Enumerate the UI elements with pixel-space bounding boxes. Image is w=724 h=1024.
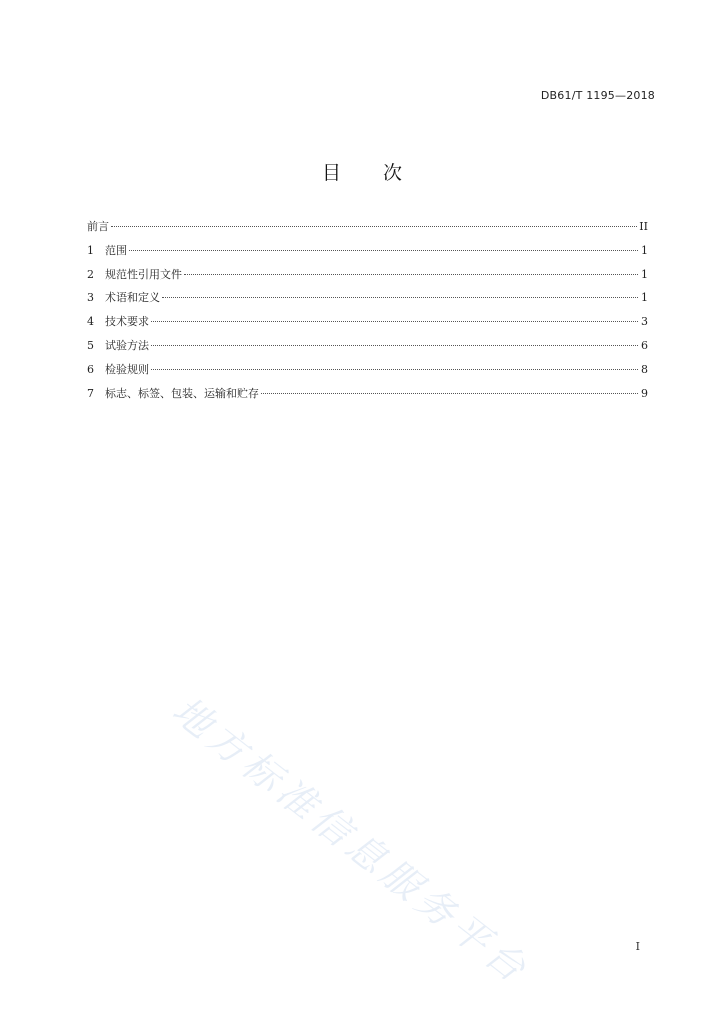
toc-entry-number: 1 — [87, 243, 94, 257]
toc-entry-label: 标志、标签、包装、运输和贮存 — [105, 386, 259, 400]
toc-entry-1[interactable] — [87, 241, 648, 265]
document-code: DB61/T 1195—2018 — [540, 89, 655, 102]
toc-entry-label: 试验方法 — [105, 338, 149, 352]
toc-entry-label: 前言 — [87, 220, 109, 233]
watermark: 地方标准信息服务平台 — [164, 687, 539, 994]
toc-entry-7[interactable] — [87, 384, 648, 408]
toc-entry-5[interactable] — [87, 336, 648, 360]
toc-leader-dots — [151, 369, 638, 370]
toc-entry-page: 9 — [641, 386, 648, 400]
toc-entry-preface[interactable] — [87, 217, 648, 241]
toc-entry-4[interactable] — [87, 312, 648, 336]
toc-entry-3[interactable] — [87, 288, 648, 312]
toc-entry-label: 范围 — [105, 243, 127, 257]
toc-entry-page: 8 — [641, 362, 648, 376]
toc-entry-label: 术语和定义 — [105, 291, 160, 305]
toc-leader-dots — [261, 393, 638, 394]
toc-entry-page: 3 — [641, 315, 648, 329]
toc-entry-page: 1 — [641, 267, 648, 281]
toc-entry-number: 3 — [87, 291, 94, 305]
toc-entry-number: 6 — [87, 362, 94, 376]
page-number: I — [635, 940, 640, 953]
toc-entry-number: 5 — [87, 338, 94, 352]
title-char-1: 目 — [321, 162, 341, 184]
toc-leader-dots — [162, 297, 638, 298]
toc-leader-dots — [129, 250, 638, 251]
toc-leader-dots — [151, 321, 638, 322]
toc-entry-number: 7 — [87, 386, 94, 400]
toc-entry-2[interactable] — [87, 265, 648, 289]
toc-entry-number: 4 — [87, 315, 94, 329]
toc-entry-label: 检验规则 — [105, 362, 149, 376]
toc-entry-page: 1 — [641, 291, 648, 305]
table-of-contents — [87, 217, 648, 407]
toc-entry-number: 2 — [87, 267, 94, 281]
toc-leader-dots — [184, 274, 638, 275]
toc-entry-6[interactable] — [87, 360, 648, 384]
toc-leader-dots — [151, 345, 638, 346]
toc-entry-label: 技术要求 — [105, 315, 149, 329]
page-title — [0, 158, 724, 185]
toc-leader-dots — [111, 226, 637, 227]
toc-entry-page: 1 — [641, 243, 648, 257]
toc-entry-page: II — [639, 220, 648, 233]
title-char-2: 次 — [383, 162, 403, 184]
toc-entry-page: 6 — [641, 338, 648, 352]
toc-entry-label: 规范性引用文件 — [105, 267, 182, 281]
